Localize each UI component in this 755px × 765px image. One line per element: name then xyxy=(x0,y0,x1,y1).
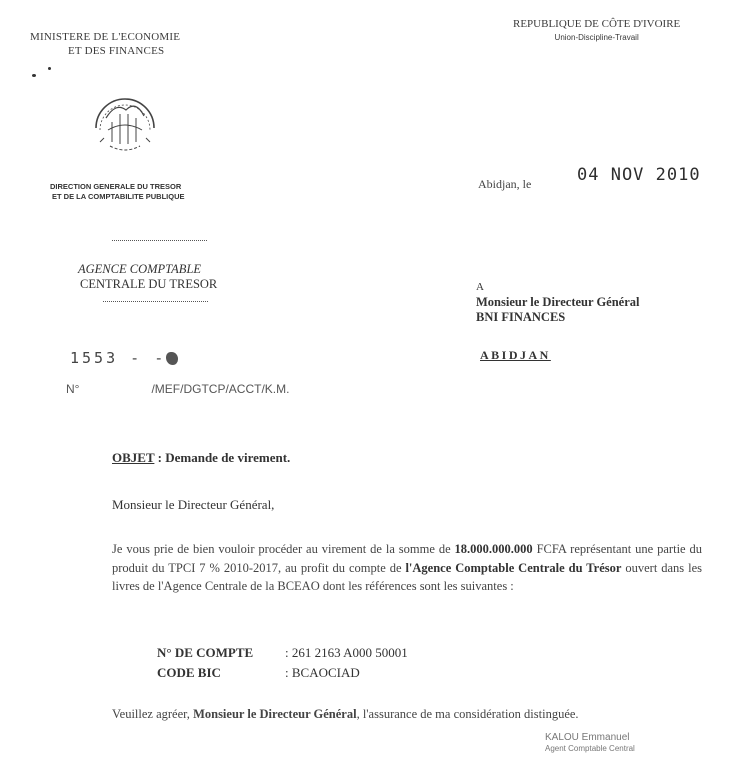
scan-speck xyxy=(48,67,51,70)
subject-label: OBJET xyxy=(112,450,155,465)
ink-blot xyxy=(166,352,178,365)
salutation: Monsieur le Directeur Général, xyxy=(112,497,275,512)
account-number-row xyxy=(157,643,408,663)
closing-text-b: , l'assurance de ma considération distinguée. xyxy=(356,707,579,721)
subject-separator: : xyxy=(154,450,166,465)
addressee-company: BNI FINANCES xyxy=(476,310,566,324)
addressee-to: A xyxy=(476,281,484,293)
reference-code: /MEF/DGTCP/ACCT/K.M. xyxy=(151,382,290,396)
scan-speck xyxy=(32,74,36,77)
signature-block xyxy=(545,732,635,754)
republic-motto: Union-Discipline-Travail xyxy=(554,33,639,42)
bic-code-row xyxy=(157,663,408,683)
subject-value: Demande de virement. xyxy=(165,450,291,465)
addressee-city: ABIDJAN xyxy=(480,348,551,362)
direction-line1: DIRECTION GENERALE DU TRESOR xyxy=(50,182,182,191)
reference-number-block xyxy=(70,349,178,367)
agency-header xyxy=(78,262,217,292)
date-stamp: 04 NOV 2010 xyxy=(577,165,701,185)
dotted-divider xyxy=(103,301,208,302)
date-place: Abidjan, le xyxy=(478,177,532,191)
treasury-seal-icon xyxy=(86,84,164,162)
ministry-line1: MINISTERE DE L'ECONOMIE xyxy=(30,31,181,43)
bic-code-value: : BCAOCIAD xyxy=(285,665,360,680)
transfer-amount: 18.000.000.000 xyxy=(454,542,533,556)
reference-code-block xyxy=(66,382,289,396)
agency-line1: AGENCE COMPTABLE xyxy=(78,262,202,276)
signer-title: Agent Comptable Central xyxy=(545,744,635,753)
body-text-a: Je vous prie de bien vouloir procéder au virement de la somme de xyxy=(112,542,455,556)
closing-text-a: Veuillez agréer, xyxy=(112,707,194,721)
republic-header xyxy=(513,18,680,44)
reference-number: 1553 - - xyxy=(70,349,167,367)
closing-paragraph xyxy=(112,705,702,724)
beneficiary-name: l'Agence Comptable Centrale du Trésor xyxy=(405,560,622,575)
account-number-value: : 261 2163 A000 50001 xyxy=(285,645,408,660)
addressee-block xyxy=(476,280,640,325)
closing-addressee: Monsieur le Directeur Général xyxy=(193,707,357,721)
reference-prefix: N° xyxy=(66,382,80,396)
bic-code-label: CODE BIC xyxy=(157,665,221,680)
account-details xyxy=(157,643,408,683)
republic-name: REPUBLIQUE DE CÔTE D'IVOIRE xyxy=(513,18,681,30)
body-text-b: FCFA représentant une partie du produit du TPCI 7 % 2010-2017, au profit du compte de xyxy=(112,542,703,575)
direction-line2: ET DE LA COMPTABILITE PUBLIQUE xyxy=(52,192,185,201)
agency-line2: CENTRALE DU TRESOR xyxy=(80,277,218,291)
dotted-divider xyxy=(112,240,207,241)
signer-name: KALOU Emmanuel xyxy=(545,732,630,743)
account-number-label: N° DE COMPTE xyxy=(157,645,254,660)
subject-line xyxy=(112,450,290,466)
addressee-title: Monsieur le Directeur Général xyxy=(476,295,640,309)
body-paragraph xyxy=(112,540,702,596)
ministry-header xyxy=(30,30,180,58)
direction-header xyxy=(50,182,185,202)
body-text-c: ouvert dans les livres de l'Agence Centrale de la BCEAO dont les références sont les suivantes : xyxy=(112,560,702,593)
ministry-line2: ET DES FINANCES xyxy=(68,45,165,57)
